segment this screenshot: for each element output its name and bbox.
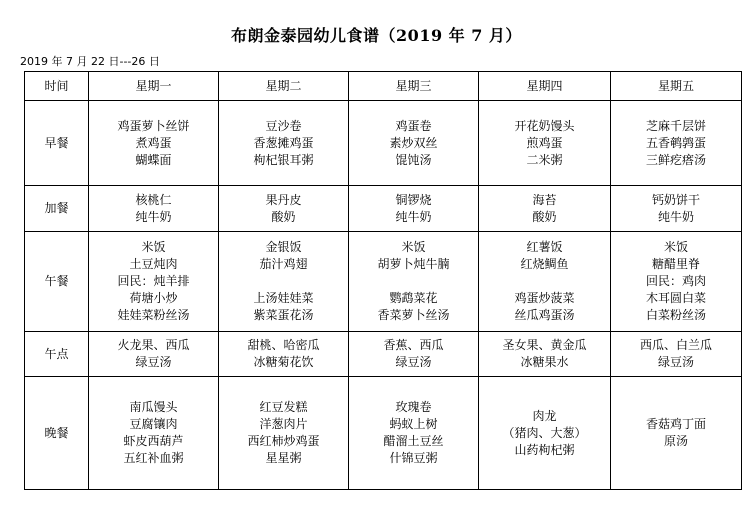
dish-item: 星星粥: [265, 451, 302, 465]
header-day: 星期二: [219, 72, 349, 101]
dish-item: [349, 273, 478, 290]
dish-item: 红豆发糕: [259, 400, 308, 414]
meal-row: [25, 377, 742, 490]
meal-cell: [219, 186, 349, 232]
meal-cell: [89, 186, 219, 232]
header-day: 星期五: [611, 72, 742, 101]
dish-item: 纯牛奶: [395, 209, 432, 224]
meal-cell: [219, 377, 349, 490]
dish-item: 蚂蚁上树: [389, 417, 438, 431]
dish-item: 钙奶饼干: [651, 192, 700, 207]
dish-item: 冰糖果水: [520, 355, 569, 369]
dish-item: 肉龙: [532, 408, 557, 423]
meal-cell: [611, 101, 742, 186]
meal-row: [25, 186, 742, 232]
dish-item: 洋葱肉片: [259, 417, 308, 431]
dish-item: 鸡蛋卷: [395, 118, 432, 133]
dish-item: 米饭: [141, 240, 166, 254]
dish-item: 米饭: [663, 240, 688, 254]
dish-item: 果丹皮: [265, 192, 302, 207]
dish-item: [219, 273, 348, 290]
meal-row: [25, 332, 742, 377]
dish-item: 枸杞银耳粥: [253, 152, 314, 167]
dish-item: 鹦鹉菜花: [389, 291, 438, 305]
meal-cell: [89, 101, 219, 186]
dish-item: 素炒双丝: [389, 135, 438, 150]
dish-item: 荷塘小炒: [129, 291, 178, 305]
header-day: 星期一: [89, 72, 219, 101]
meal-cell: [219, 232, 349, 332]
dish-item: 红烧鲷鱼: [520, 257, 569, 271]
dish-item: 三鲜疙瘩汤: [645, 152, 706, 167]
dish-item: 鸡蛋萝卜丝饼: [117, 118, 190, 133]
meal-cell: [349, 232, 479, 332]
meal-name: 早餐: [25, 101, 89, 186]
header-time: 时间: [25, 72, 89, 101]
meal-cell: [479, 101, 611, 186]
dish-item: 糖醋里脊: [651, 257, 700, 271]
dish-item: （猪肉、大葱）: [502, 425, 587, 440]
dish-item: 芝麻千层饼: [645, 118, 706, 133]
dish-item: 土豆炖肉: [129, 257, 178, 271]
dish-item: 醋溜土豆丝: [383, 434, 444, 448]
dish-item: 五红补血粥: [123, 451, 184, 465]
dish-item: 金银饭: [265, 240, 302, 254]
dish-item: 什锦豆粥: [389, 451, 438, 465]
dish-item: 茄汁鸡翅: [259, 257, 308, 271]
meal-cell: [89, 232, 219, 332]
dish-item: 圣女果、黄金瓜: [502, 338, 587, 352]
dish-item: 馄饨汤: [395, 152, 432, 167]
menu-table: [24, 71, 742, 490]
meal-cell: [479, 232, 611, 332]
meal-cell: [479, 332, 611, 377]
dish-item: 西瓜、白兰瓜: [639, 338, 712, 352]
meal-cell: [479, 186, 611, 232]
dish-item: 火龙果、西瓜: [117, 338, 190, 352]
meal-cell: [89, 332, 219, 377]
dish-item: 香菜萝卜丝汤: [377, 308, 450, 322]
dish-item: 纯牛奶: [135, 209, 172, 224]
page-title: 布朗金泰园幼儿食谱（2019 年 7 月）: [231, 26, 522, 45]
dish-item: 鸡蛋炒菠菜: [514, 291, 575, 305]
dish-item: 绿豆汤: [395, 355, 432, 369]
dish-item: 豆腐镶肉: [129, 417, 178, 431]
dish-item: [479, 273, 610, 290]
dish-item: 原汤: [663, 434, 688, 448]
dish-item: 酸奶: [271, 209, 296, 224]
dish-item: 甜桃、哈密瓜: [247, 338, 320, 352]
meal-cell: [89, 377, 219, 490]
dish-item: 绿豆汤: [135, 355, 172, 369]
dish-item: 南瓜馒头: [129, 400, 178, 414]
header-day: 星期三: [349, 72, 479, 101]
meal-cell: [349, 101, 479, 186]
dish-item: 核桃仁: [135, 192, 172, 207]
dish-item: 米饭: [401, 240, 426, 254]
dish-item: 煮鸡蛋: [135, 135, 172, 150]
dish-item: 海苔: [532, 192, 557, 207]
meal-cell: [479, 377, 611, 490]
date-range: 2019 年 7 月 22 日---26 日: [20, 55, 160, 68]
meal-row: [25, 101, 742, 186]
meal-name: 午餐: [25, 232, 89, 332]
dish-item: 绿豆汤: [657, 355, 694, 369]
dish-item: 二米粥: [526, 152, 563, 167]
meal-cell: [219, 332, 349, 377]
meal-cell: [219, 101, 349, 186]
header-row: [25, 72, 742, 101]
meal-cell: [349, 186, 479, 232]
meal-name: 晚餐: [25, 377, 89, 490]
dish-item: 上汤娃娃菜: [253, 291, 314, 305]
meal-cell: [611, 232, 742, 332]
dish-item: 冰糖菊花饮: [253, 355, 314, 369]
dish-item: 铜锣烧: [395, 192, 432, 207]
dish-item: 回民：炖羊排: [117, 274, 190, 288]
dish-item: 紫菜蛋花汤: [253, 308, 314, 322]
dish-item: 红薯饭: [526, 240, 563, 254]
meal-cell: [611, 186, 742, 232]
dish-item: 胡萝卜炖牛腩: [377, 257, 450, 271]
dish-item: 纯牛奶: [657, 209, 694, 224]
meal-name: 午点: [25, 332, 89, 377]
dish-item: 香蕉、西瓜: [383, 338, 444, 352]
dish-item: 娃娃菜粉丝汤: [117, 308, 190, 322]
dish-item: 白菜粉丝汤: [645, 308, 706, 322]
dish-item: 豆沙卷: [265, 118, 302, 133]
dish-item: 丝瓜鸡蛋汤: [514, 308, 575, 322]
meal-name: 加餐: [25, 186, 89, 232]
dish-item: 蝴蝶面: [135, 152, 172, 167]
meal-cell: [611, 377, 742, 490]
dish-item: 虾皮西葫芦: [123, 434, 184, 448]
dish-item: 煎鸡蛋: [526, 135, 563, 150]
dish-item: 回民：鸡肉: [645, 274, 706, 288]
dish-item: 山药枸杞粥: [514, 442, 575, 457]
dish-item: 玫瑰卷: [395, 400, 432, 414]
meal-cell: [349, 377, 479, 490]
dish-item: 西红柿炒鸡蛋: [247, 434, 320, 448]
header-day: 星期四: [479, 72, 611, 101]
dish-item: 香菇鸡丁面: [645, 417, 706, 431]
meal-cell: [611, 332, 742, 377]
dish-item: 木耳圆白菜: [645, 291, 706, 305]
meal-row: [25, 232, 742, 332]
dish-item: 五香鹌鹑蛋: [645, 135, 706, 150]
dish-item: 酸奶: [532, 209, 557, 224]
dish-item: 香葱摊鸡蛋: [253, 135, 314, 150]
dish-item: 开花奶馒头: [514, 118, 575, 133]
meal-cell: [349, 332, 479, 377]
